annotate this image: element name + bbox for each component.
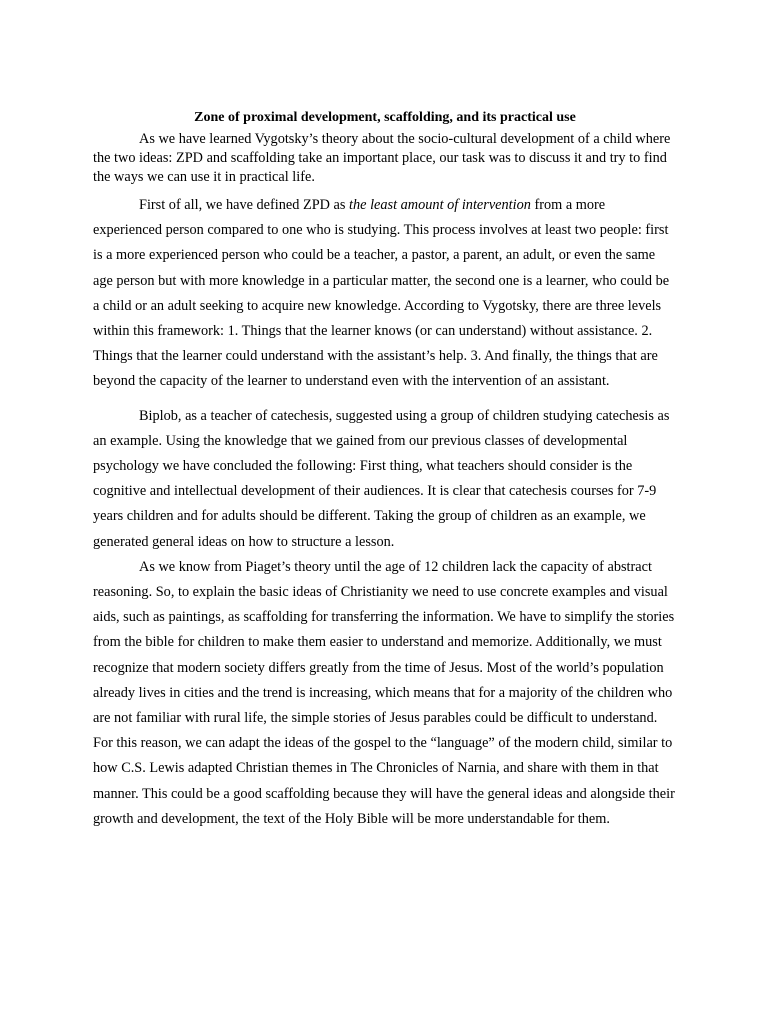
paragraph-catechesis: Biplob, as a teacher of catechesis, suggested using a group of children studying catechesis as an example. Using the knowledge that we gained from our previous classes of developmental psychology we have concluded the following: First thing, what teachers should consider is the cognitive and intellectual development of their audiences. It is clear that catechesis courses for 7-9 years children and for adults should be different. Taking the group of children as an example, we generated general ideas on how to structure a lesson. bbox=[93, 407, 670, 550]
document-page bbox=[93, 108, 677, 832]
paragraph-intro: As we have learned Vygotsky’s theory about the socio-cultural development of a child where the two ideas: ZPD and scaffolding take an important place, our task was to discuss it and try to find the ways we can use it in practical life. bbox=[93, 131, 671, 185]
paragraph-zpd-italic-phrase: the least amount of intervention bbox=[349, 197, 531, 213]
paragraph-zpd-text-end: from a more experienced person compared to one who is studying. This process involves at least two people: first is a more experienced person who could be a teacher, a pastor, a parent, an adult, or even the same age person but with more knowledge in a particular matter, the second one is a learner, who could be a child or an adult seeking to acquire new knowledge. According to Vygotsky, there are three levels within this framework: 1. Things that the learner knows (or can understand) without assistance. 2. Things that the learner could understand with the assistant’s help. 3. And finally, the things that are beyond the capacity of the learner to understand even with the intervention of an assistant. bbox=[93, 197, 670, 390]
document-title: Zone of proximal development, scaffolding, and its practical use bbox=[194, 110, 576, 125]
paragraph-zpd-text-start: First of all, we have defined ZPD as bbox=[139, 197, 350, 213]
paragraph-piaget: As we know from Piaget’s theory until the age of 12 children lack the capacity of abstract reasoning. So, to explain the basic ideas of Christianity we need to use concrete examples and visual aids, such as paintings, as scaffolding for transferring the information. We have to simplify the stories from the bible for children to make them easier to understand and memorize. Additionally, we must recognize that modern society differs greatly from the time of Jesus. Most of the world’s population already lives in cities and the trend is increasing, which means that for a majority of the children who are not familiar with rural life, the simple stories of Jesus parables could be difficult to understand. For this reason, we can adapt the ideas of the gospel to the “language” of the modern child, similar to how C.S. Lewis adapted Christian themes in The Chronicles of Narnia, and share with them in that manner. This could be a good scaffolding because they will have the general ideas and alongside their growth and development, the text of the Holy Bible will be more understandable for them. bbox=[93, 558, 675, 827]
paragraph-zpd-definition bbox=[93, 193, 677, 395]
